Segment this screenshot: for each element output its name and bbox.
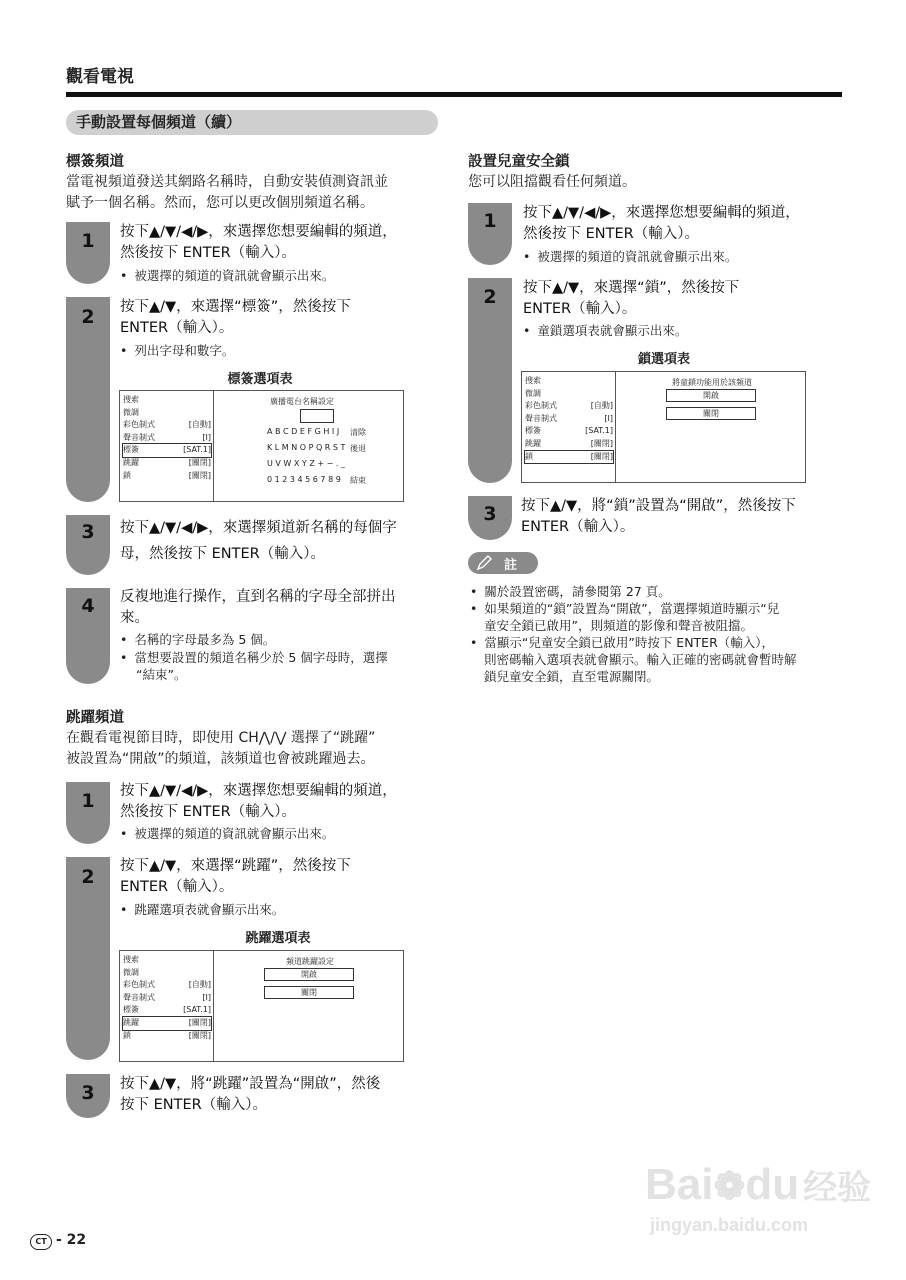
step-number: 2 bbox=[483, 286, 497, 308]
lock-menu-title: 鎖選項表 bbox=[637, 352, 690, 367]
char-action-back[interactable]: 後退 bbox=[350, 444, 366, 453]
skip-off-option[interactable]: 關閉 bbox=[264, 986, 354, 999]
label-menu bbox=[119, 390, 404, 502]
menu-item-search[interactable]: 搜索 bbox=[123, 955, 139, 964]
page-title: 觀看電視 bbox=[66, 67, 134, 87]
notes-badge bbox=[468, 552, 538, 574]
char-action-end[interactable]: 結束 bbox=[350, 476, 366, 485]
lock-heading: 設置兒童安全鎖 bbox=[468, 154, 570, 170]
step-number: 2 bbox=[81, 866, 95, 888]
step-instruction: 按下▲/▼/◀/▶，來選擇頻道新名稱的每個字 母，然後按下 ENTER（輸入）。 bbox=[120, 520, 397, 562]
watermark-url: jingyan.baidu.com bbox=[650, 1215, 809, 1235]
menu-item-lock[interactable]: 鎖 [關閉] bbox=[524, 450, 614, 465]
step-number: 3 bbox=[483, 503, 497, 525]
menu-item-lock[interactable]: 鎖 [關閉] bbox=[123, 1030, 211, 1040]
note-item-cont: 鎖兒童安全鎖，直至電源關閉。 bbox=[484, 669, 660, 684]
step-bullet: • 被選擇的頻道的資訊就會顯示出來。 bbox=[523, 248, 737, 265]
menu-item-sound-system[interactable]: 聲音制式 [I] bbox=[123, 432, 211, 442]
char-row[interactable]: U V W X Y Z + − . _ bbox=[267, 459, 345, 468]
menu-item-search[interactable]: 搜索 bbox=[525, 376, 541, 385]
char-row[interactable]: A B C D E F G H I J bbox=[267, 427, 340, 436]
step-instruction: 按下▲/▼，來選擇“跳躍”，然後按下 ENTER（輸入）。 bbox=[120, 858, 351, 895]
note-item: • 如果頻道的“鎖”設置為“開啟”，當選擇頻道時顯示“兒 bbox=[470, 600, 779, 617]
lock-off-option[interactable]: 關閉 bbox=[666, 407, 756, 420]
step-instruction: 按下▲/▼，將“鎖”設置為“開啟”，然後按下 ENTER（輸入）。 bbox=[521, 498, 796, 535]
step-instruction: 按下▲/▼，將“跳躍”設置為“開啟”，然後 按下 ENTER（輸入）。 bbox=[120, 1076, 381, 1113]
step-bullet: • 童鎖選項表就會顯示出來。 bbox=[523, 322, 687, 339]
menu-item-finetune[interactable]: 微調 bbox=[123, 967, 139, 977]
char-row[interactable]: K L M N O P Q R S T bbox=[267, 443, 346, 452]
lock-panel-title: 將童鎖功能用於該頻道 bbox=[672, 378, 752, 387]
step-instruction: 反複地進行操作，直到名稱的字母全部拼出 來。 bbox=[120, 589, 396, 626]
step-number: 1 bbox=[81, 230, 95, 252]
notes-label: 註 bbox=[504, 558, 518, 573]
menu-item-sound-system[interactable]: 聲音制式 [I] bbox=[525, 413, 613, 423]
menu-item-skip[interactable]: 跳躍 [關閉] bbox=[525, 439, 613, 448]
menu-item-label[interactable]: 標簽 [SAT.1] bbox=[123, 1005, 211, 1015]
lock-menu bbox=[521, 371, 806, 483]
note-item-cont: 童安全鎖已啟用”，則頻道的影像和聲音被阻擋。 bbox=[484, 618, 753, 633]
char-action-clear[interactable]: 清除 bbox=[350, 428, 366, 437]
note-item-cont: 則密碼輸入選項表就會顯示。輸入正確的密碼就會暫時解 bbox=[484, 652, 797, 667]
step-instruction: 按下▲/▼/◀/▶，來選擇您想要編輯的頻道， 然後按下 ENTER（輸入）。 bbox=[523, 205, 800, 242]
page-number: - 22 bbox=[56, 1232, 87, 1248]
header-rule bbox=[66, 92, 842, 97]
step-bullet: • 被選擇的頻道的資訊就會顯示出來。 bbox=[120, 267, 334, 284]
menu-item-skip[interactable]: 跳躍 [關閉] bbox=[122, 1016, 212, 1031]
menu-item-label[interactable]: 標簽 [SAT.1] bbox=[122, 443, 212, 458]
step-number: 1 bbox=[483, 210, 497, 232]
menu-item-finetune[interactable]: 微調 bbox=[123, 407, 139, 417]
menu-item-search[interactable]: 搜索 bbox=[123, 395, 139, 404]
step-number: 3 bbox=[81, 1082, 95, 1104]
lock-on-option[interactable]: 開啟 bbox=[666, 389, 756, 402]
menu-item-finetune[interactable]: 微調 bbox=[525, 388, 541, 398]
step-instruction: 按下▲/▼/◀/▶，來選擇您想要編輯的頻道， 然後按下 ENTER（輸入）。 bbox=[120, 224, 397, 261]
skip-menu-title: 跳躍選項表 bbox=[245, 931, 311, 946]
paw-icon: ❁ bbox=[713, 1166, 746, 1208]
step-bullet-cont: “結束”。 bbox=[136, 667, 187, 682]
step-bullet: • 當想要設置的頻道名稱少於 5 個字母時，選擇 bbox=[120, 649, 388, 666]
label-intro: 當電視頻道發送其網路名稱時，自動安裝偵測資訊並 賦予一個名稱。然而，您可以更改個別頻道名稱。 bbox=[66, 174, 388, 211]
lock-intro: 您可以阻擋觀看任何頻道。 bbox=[468, 174, 636, 190]
menu-item-color-system[interactable]: 彩色制式 [自動] bbox=[525, 401, 613, 411]
step-number: 4 bbox=[81, 595, 95, 617]
step-bullet: • 名稱的字母最多為 5 個。 bbox=[120, 631, 275, 648]
step-bullet: • 列出字母和數字。 bbox=[120, 342, 234, 359]
menu-item-skip[interactable]: 跳躍 [關閉] bbox=[123, 458, 211, 467]
skip-menu bbox=[119, 950, 404, 1062]
label-heading: 標簽頻道 bbox=[66, 154, 124, 170]
menu-item-color-system[interactable]: 彩色制式 [自動] bbox=[123, 420, 211, 430]
skip-on-option[interactable]: 開啟 bbox=[264, 968, 354, 981]
watermark-logo: Bai❁du 经验 bbox=[645, 1160, 872, 1209]
step-number: 2 bbox=[81, 306, 95, 328]
step-tab bbox=[468, 278, 512, 483]
note-item: • 關於設置密碼，請參閱第 27 頁。 bbox=[470, 583, 671, 600]
step-bullet: • 跳躍選項表就會顯示出來。 bbox=[120, 901, 284, 918]
step-number: 3 bbox=[81, 521, 95, 543]
skip-intro: 在觀看電視節目時，即使用 CH⋀/⋁ 選擇了“跳躍” 被設置為“開啟”的頻道，該頻道也會被跳躍過去。 bbox=[66, 730, 376, 767]
step-instruction: 按下▲/▼，來選擇“鎖”，然後按下 ENTER（輸入）。 bbox=[523, 280, 740, 317]
menu-item-label[interactable]: 標簽 [SAT.1] bbox=[525, 426, 613, 436]
menu-divider bbox=[213, 951, 214, 1061]
skip-heading: 跳躍頻道 bbox=[66, 710, 124, 726]
language-badge: CT bbox=[30, 1234, 52, 1250]
step-bullet: • 被選擇的頻道的資訊就會顯示出來。 bbox=[120, 825, 334, 842]
skip-panel-title: 頻道跳躍設定 bbox=[286, 957, 334, 966]
menu-item-lock[interactable]: 鎖 [關閉] bbox=[123, 470, 211, 480]
menu-item-sound-system[interactable]: 聲音制式 [I] bbox=[123, 992, 211, 1002]
label-panel-title: 廣播電台名稱設定 bbox=[270, 397, 334, 406]
note-pencil-icon bbox=[476, 555, 494, 571]
menu-item-color-system[interactable]: 彩色制式 [自動] bbox=[123, 980, 211, 990]
step-instruction: 按下▲/▼，來選擇“標簽”，然後按下 ENTER（輸入）。 bbox=[120, 299, 351, 336]
step-instruction: 按下▲/▼/◀/▶，來選擇您想要編輯的頻道， 然後按下 ENTER（輸入）。 bbox=[120, 783, 397, 820]
char-row[interactable]: 0 1 2 3 4 5 6 7 8 9 bbox=[267, 475, 341, 484]
section-title: 手動設置每個頻道（續） bbox=[66, 110, 438, 135]
menu-divider bbox=[213, 391, 214, 501]
name-input-box[interactable] bbox=[300, 409, 334, 423]
step-number: 1 bbox=[81, 790, 95, 812]
note-item: • 當顯示“兒童安全鎖已啟用”時按下 ENTER（輸入）， bbox=[470, 634, 774, 651]
label-menu-title: 標簽選項表 bbox=[227, 372, 293, 387]
menu-divider bbox=[615, 372, 616, 482]
